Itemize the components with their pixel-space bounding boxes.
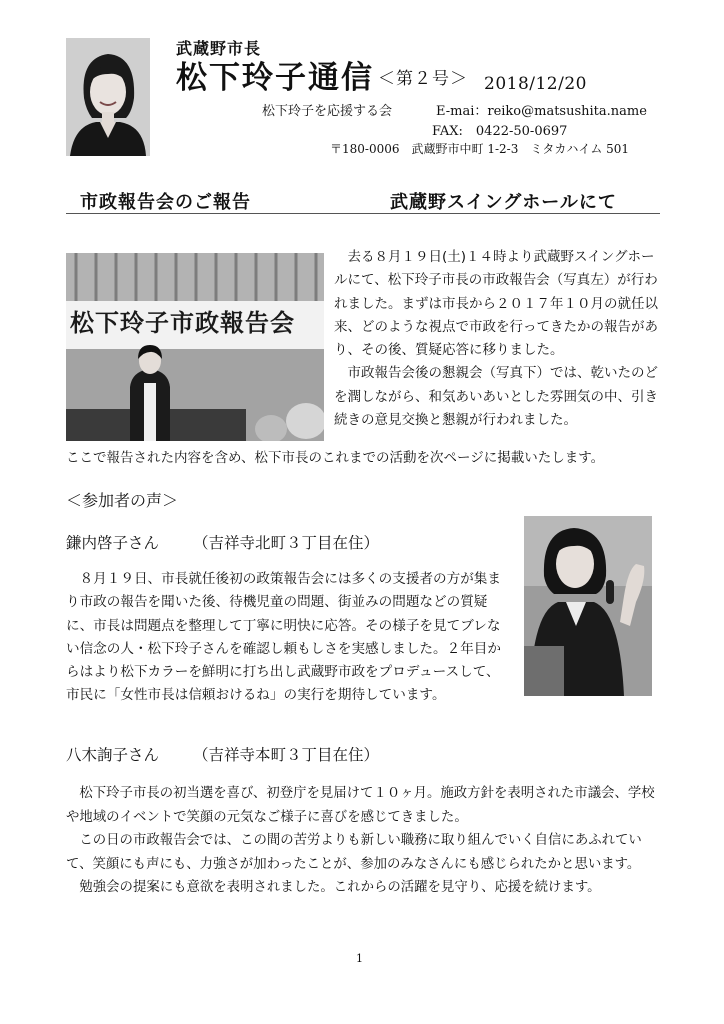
page-number: 1: [356, 952, 363, 965]
participant-name-line: [66, 743, 379, 765]
report-body: [334, 246, 660, 432]
event-photo: [66, 253, 324, 441]
voices-heading: ＜参加者の声＞: [66, 491, 179, 510]
contact-fax: FAX: 0422-50-0697: [432, 124, 568, 139]
report-paragraph: 去る８月１９日(土)１４時より武蔵野スイングホールにて、松下玲子市長の市政報告会（写真左）が行われました。まずは市長から２０１７年１０月の就任以来、どのような視点で市政を行ってきたかの報告があり、その後、質疑応答に移りました。: [334, 249, 658, 359]
headline-divider: [66, 213, 660, 214]
report-closing: ここで報告された内容を含め、松下市長のこれまでの活動を次ページに掲載いたします。: [66, 450, 605, 466]
participant-residence: （吉祥寺北町３丁目在住）: [193, 534, 380, 552]
participant-residence: （吉祥寺本町３丁目在住）: [193, 746, 380, 764]
contact-address: 〒180-0006 武蔵野市中町 1-2-3 ミタカハイム 501: [330, 142, 630, 156]
participant-comment: ８月１９日、市長就任後初の政策報告会には多くの支援者の方が集まり市政の報告を聞いた後、待機児童の問題、街並みの問題などの質疑に、市長は問題点を整理して丁寧に明快に応答。その様子を見てブレない信念の人・松下玲子さんを確認し頼もしさを実感しました。２年目からはより松下カラーを鮮明に打ち出し武蔵野市政をプロデュースして、市民に「女性市長は信頼おけるね」の実行を期待しています。: [66, 571, 501, 704]
comment-paragraph: この日の市政報告会では、この間の苦労よりも新しい職務に取り組んでいく自信にあふれていて、笑顔にも声にも、力強さが加わったことが、参加のみなさんにも感じられたかと思います。: [66, 833, 642, 872]
issue-date: 2018/12/20: [484, 74, 587, 94]
comment-paragraph: 松下玲子市長の初当選を喜び、初登庁を見届けて１０ヶ月。施政方針を表明された市議会、学校や地域のイベントで笑顔の元気なご様子に喜びを感じてきました。: [66, 786, 655, 825]
report-paragraph: 市政報告会後の懇親会（写真下）では、乾いたのどを潤しながら、和気あいあいとした雰囲気の中、引き続きの意見交換と懇親が行われました。: [334, 365, 658, 429]
venue-headline: 武蔵野スイングホールにて: [390, 192, 617, 213]
contact-email: E-mai：reiko@matsushita.name: [436, 104, 647, 119]
event-banner-text: 松下玲子市政報告会: [70, 308, 295, 337]
participant-name: 鎌内啓子さん: [66, 534, 160, 552]
mayor-speaking-photo: [524, 516, 652, 696]
issue-number: ＜第２号＞: [378, 69, 468, 89]
participant-name-line: [66, 531, 379, 553]
section-headline: 市政報告会のご報告: [80, 192, 251, 213]
mayor-office-label: 武蔵野市長: [176, 39, 262, 58]
participant-comment: [66, 782, 658, 900]
newsletter-title: [176, 58, 468, 99]
mayor-portrait: [66, 38, 150, 156]
supporters-group: 松下玲子を応援する会: [262, 104, 393, 119]
participant-name: 八木詢子さん: [66, 746, 160, 764]
newsletter-title-text: 松下玲子通信: [176, 60, 374, 96]
comment-paragraph: 勉強会の提案にも意欲を表明されました。これからの活躍を見守り、応援を続けます。: [66, 880, 601, 895]
